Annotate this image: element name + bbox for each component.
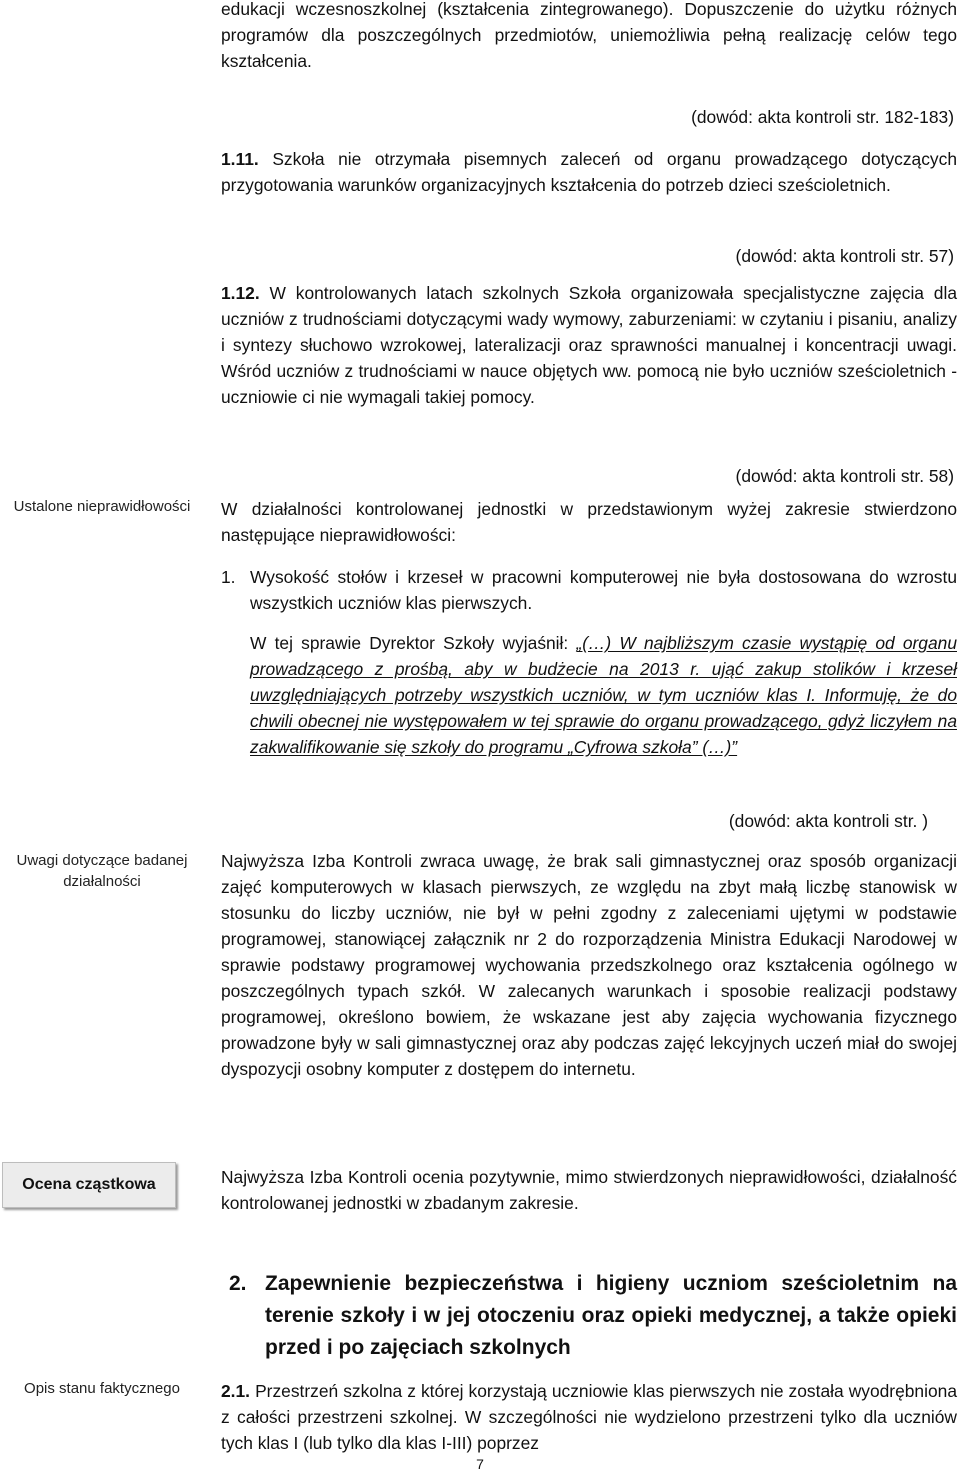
irregularities-intro: W działalności kontrolowanej jednostki w przedstawionym wyżej zakresie stwierdzono następujące nieprawidłowości:: [221, 499, 957, 545]
partial-assessment-paragraph: Najwyższa Izba Kontroli ocenia pozytywnie, mimo stwierdzonych nieprawidłowości, działalność kontrolowanej jednostki w zbadanym zakresie.: [221, 1167, 957, 1213]
evidence-reference-4: (dowód: akta kontroli str. ): [728, 811, 928, 831]
director-intro: W tej sprawie Dyrektor Szkoły wyjaśnił:: [250, 633, 577, 653]
evidence-reference-3: (dowód: akta kontroli str. 58): [735, 466, 954, 486]
partial-assessment-label: Ocena cząstkowa: [22, 1176, 156, 1193]
item-2-1-number: 2.1.: [221, 1381, 251, 1401]
director-explanation: [250, 630, 957, 760]
evidence-reference-2: (dowód: akta kontroli str. 57): [735, 246, 954, 266]
top-paragraph: edukacji wczesnoszkolnej (kształcenia zintegrowanego). Dopuszczenie do użytku różnych programów dla poszczególnych przedmiotów, uniemożliwia pełną realizację celów tego kształcenia.: [221, 0, 957, 71]
item-1-12-number: 1.12.: [221, 283, 260, 303]
item-1-11-number: 1.11.: [221, 149, 259, 169]
item-1-12-text: W kontrolowanych latach szkolnych Szkoła organizowała specjalistyczne zajęcia dla uczniów z trudnościami dotyczącymi wady wymowy, zaburzeniami: w czytaniu i pisaniu, analizy i syntezy słuchowo wzrokowej, lateralizacji oraz sprawności manualnej i koncentracji uwagi. Wśród uczniów z trudnościami w nauce objętych ww. pomocą nie było uczniów sześcioletnich - uczniowie ci nie wymagali takiej pomocy.: [221, 283, 957, 407]
item-1-11: [221, 146, 957, 198]
item-2-1-text: Przestrzeń szkolna z której korzystają uczniowie klas pierwszych nie została wyodrębniona z całości przestrzeni szkolnej. W szczególności nie wydzielono przestrzeni tylko dla uczniów tych klas I (lub tylko dla klas I-III) poprzez: [221, 1381, 957, 1453]
evidence-reference-1: (dowód: akta kontroli str. 182-183): [691, 107, 954, 127]
remarks-paragraph: Najwyższa Izba Kontroli zwraca uwagę, że brak sali gimnastycznej oraz sposób organizacji zajęć komputerowych w klasach pierwszych, ze względu na zbyt małą liczbę stanowisk w stosunku do liczby uczniów, nie był w pełni zgodny z zaleceniami ujętymi w podstawie programowej, stanowiącej załącznik nr 2 do rozporządzenia Ministra Edukacji Narodowej w sprawie podstawy programowej wychowania przedszkolnego oraz kształcenia ogólnego w poszczególnych typach szkół. W zalecanych warunkach i sposobie realizacji podstawy programowej, określono bowiem, że wskazane jest aby zajęcia wychowania fizycznego prowadzone były w sali gimnastycznej oraz aby podczas zajęć lekcyjnych uczeń miał do swojej dyspozycji osobny komputer z dostępem do internetu.: [221, 851, 957, 1079]
section-2-number: 2.: [229, 1272, 247, 1295]
sidebar-label-irregularities: Ustalone nieprawidłowości: [13, 498, 191, 515]
irregularity-1-number: 1.: [221, 567, 236, 587]
sidebar-label-remarks: Uwagi dotyczące badanej działalności: [16, 852, 188, 890]
partial-assessment-box: [2, 1162, 176, 1208]
page-number: 7: [476, 1456, 484, 1472]
item-1-12: [221, 280, 957, 410]
item-2-1: [221, 1378, 957, 1456]
item-1-11-text: Szkoła nie otrzymała pisemnych zaleceń od organu prowadzącego dotyczących przygotowania warunków organizacyjnych kształcenia do potrzeb dzieci sześcioletnich.: [221, 149, 957, 195]
director-quote: „(…) W najbliższym czasie wystąpię od organu prowadzącego z prośbą, aby w budżecie na 2013 r. ująć zakup stolików i krzeseł uwzględniających potrzeby wszystkich uczniów, w tym uczniów klas I. Informuję, że do chwili obecnej nie występowałem w tej sprawie do organu prowadzącego, gdyż liczyłem na zakwalifikowanie się szkoły do programu „Cyfrowa szkoła” (…)”: [250, 633, 957, 757]
section-2-title: Zapewnienie bezpieczeństwa i higieny uczniom sześcioletnim na terenie szkoły i w jej otoczeniu oraz opieki medycznej, a także opieki przed i po zajęciach szkolnych: [265, 1272, 957, 1359]
sidebar-label-facts: Opis stanu faktycznego: [24, 1380, 180, 1397]
irregularity-1-text: Wysokość stołów i krzeseł w pracowni komputerowej nie była dostosowana do wzrostu wszystkich uczniów klas pierwszych.: [250, 567, 957, 613]
